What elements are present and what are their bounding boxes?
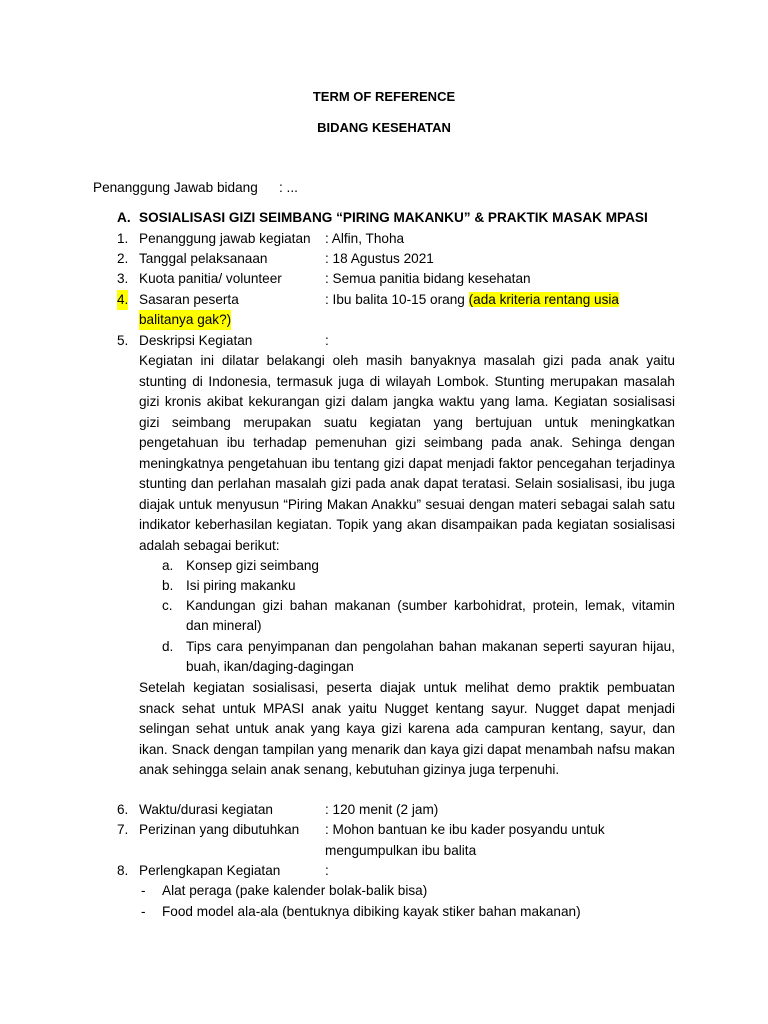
item-number: 8. — [117, 863, 129, 878]
item-label: Deskripsi Kegiatan — [139, 333, 253, 348]
item-value: : 120 menit (2 jam) — [325, 802, 439, 817]
topic-letter: c. — [162, 598, 173, 613]
pj-value: : ... — [279, 180, 298, 195]
item-number-highlighted: 4. — [117, 290, 128, 310]
item-number: 1. — [117, 231, 129, 246]
topic-letter: d. — [162, 639, 174, 654]
item-label: Penanggung jawab kegiatan — [139, 231, 311, 246]
section-letter: A. — [117, 210, 131, 225]
item-number: 5. — [117, 333, 129, 348]
item-number: 2. — [117, 251, 129, 266]
item-value: : Semua panitia bidang kesehatan — [325, 271, 531, 286]
item-label: Tanggal pelaksanaan — [139, 251, 268, 266]
item-value — [325, 290, 619, 310]
item-value: : — [325, 863, 329, 878]
topic-text: Kandungan gizi bahan makanan (sumber karbohidrat, protein, lemak, vitamin dan mineral) — [186, 598, 675, 633]
document-title: TERM OF REFERENCE — [312, 89, 456, 104]
highlighted-comment: (ada kriteria rentang usia — [468, 292, 619, 307]
item-number: 6. — [117, 802, 129, 817]
item-value: : — [325, 333, 329, 348]
item-number: 3. — [117, 271, 129, 286]
document-subtitle: BIDANG KESEHATAN — [317, 120, 451, 135]
item-value-text: : Ibu balita 10-15 orang — [325, 292, 465, 307]
item-value: : Mohon bantuan ke ibu kader posyandu untuk — [325, 822, 605, 837]
item-label: Sasaran peserta — [139, 292, 239, 307]
equipment-dash: - — [141, 883, 146, 898]
item-label: Perlengkapan Kegiatan — [139, 863, 281, 878]
equipment-dash: - — [141, 904, 146, 919]
topic-letter: a. — [162, 558, 174, 573]
section-title: SOSIALISASI GIZI SEIMBANG “PIRING MAKANKU” & PRAKTIK MASAK MPASI — [139, 210, 648, 225]
item-value: : 18 Agustus 2021 — [325, 251, 434, 266]
topic-text: Tips cara penyimpanan dan pengolahan bahan makanan seperti sayuran hijau, buah, ikan/daging-dagingan — [186, 639, 675, 674]
description-paragraph-2: Setelah kegiatan sosialisasi, peserta diajak untuk melihat demo praktik pembuatan snack sehat untuk MPASI anak yaitu Nugget kentang sayur. Nugget dapat menjadi selingan sehat untuk anak yang kaya gizi karena ada campuran kentang, sayur, dan ikan. Snack dengan tampilan yang menarik dan kaya gizi dapat menambah nafsu makan anak sehingga selain anak senang, kebutuhan gizinya juga terpenuhi. — [139, 680, 675, 777]
topic-text: Isi piring makanku — [186, 578, 296, 593]
topic-text: Konsep gizi seimbang — [186, 558, 319, 573]
item-label: Kuota panitia/ volunteer — [139, 271, 282, 286]
item-number: 7. — [117, 822, 129, 837]
item-value: : Alfin, Thoha — [325, 231, 405, 246]
equipment-item: Food model ala-ala (bentuknya dibiking kayak stiker bahan makanan) — [162, 904, 581, 919]
description-paragraph-1: Kegiatan ini dilatar belakangi oleh masih banyaknya masalah gizi pada anak yaitu stunting di Indonesia, termasuk juga di wilayah Lombok. Stunting merupakan masalah gizi kronis akibat kekurangan gizi dalam jangka waktu yang lama. Kegiatan sosialisasi gizi seimbang merupakan suatu kegiatan yang bertujuan untuk meningkatkan pengetahuan ibu terhadap pemenuhan gizi seimbang pada anak. Sehinga dengan meningkatnya pengetahuan ibu tentang gizi dapat menjadi faktor pencegahan terjadinya stunting dan perlahan masalah gizi pada anak dapat teratasi. Selain sosialisasi, ibu juga diajak untuk menyusun “Piring Makan Anakku” sesuai dengan materi sebagai salah satu indikator keberhasilan kegiatan. Topik yang akan disampaikan pada kegiatan sosialisasi adalah sebagai berikut: — [139, 353, 675, 553]
item-label: Perizinan yang dibutuhkan — [139, 822, 300, 837]
highlighted-comment-continued: balitanya gak?) — [139, 310, 231, 330]
item-value-continued: mengumpulkan ibu balita — [325, 843, 477, 858]
topic-letter: b. — [162, 578, 174, 593]
pj-label: Penanggung Jawab bidang — [93, 180, 258, 195]
equipment-item: Alat peraga (pake kalender bolak-balik bisa) — [162, 883, 428, 898]
item-label: Waktu/durasi kegiatan — [139, 802, 273, 817]
